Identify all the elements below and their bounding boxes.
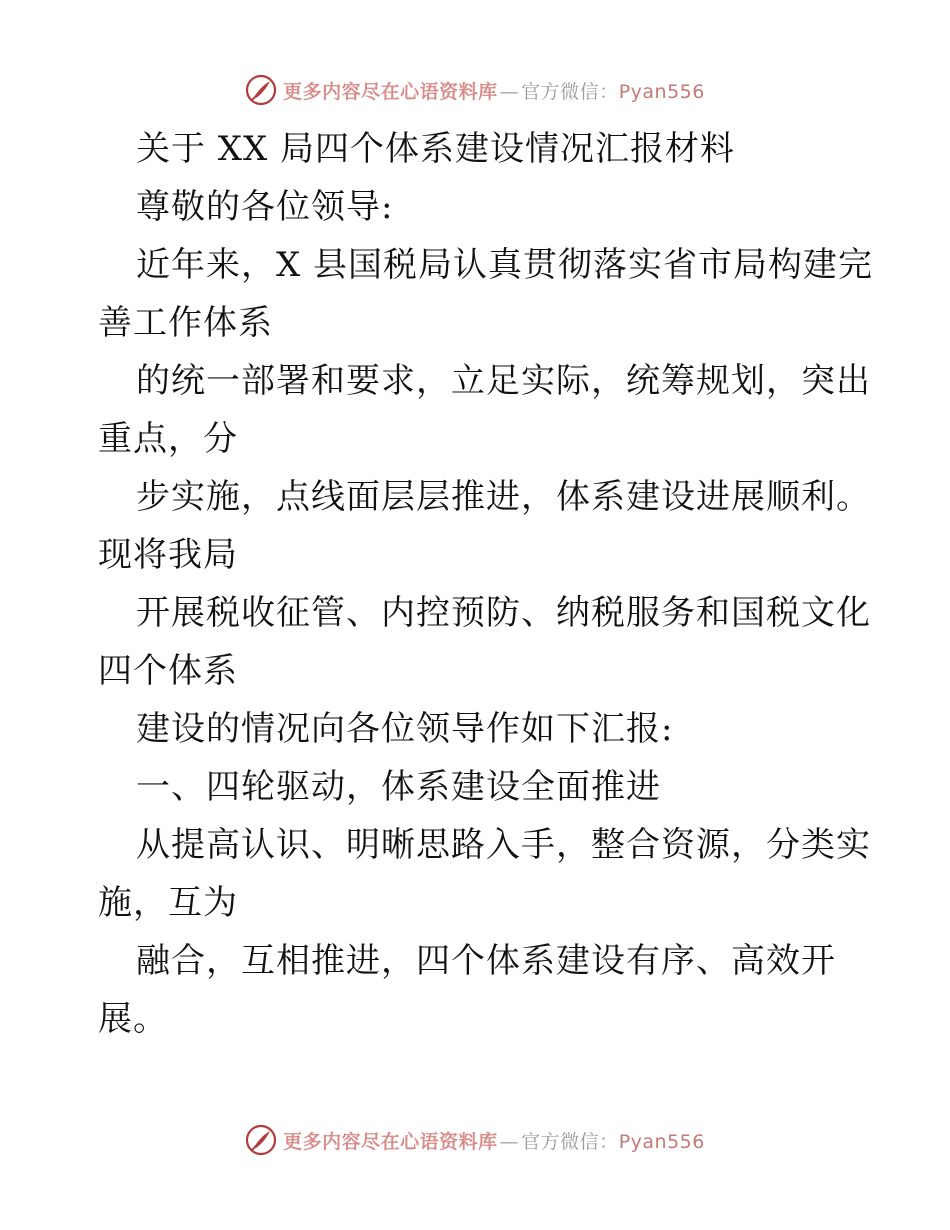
watermark-wechat-id: Pyan556 (618, 80, 705, 103)
footer-watermark (0, 1120, 950, 1160)
paragraph-line: 善工作体系 (98, 303, 273, 343)
paragraph-line: 关于 XX 局四个体系建设情况汇报材料 (136, 129, 736, 169)
watermark-brand: 更多内容尽在心语资料库 (283, 1130, 498, 1153)
paragraph-line: 建设的情况向各位领导作如下汇报: (136, 709, 674, 749)
paragraph-line: 现将我局 (98, 535, 238, 575)
paragraph-line: 近年来，X 县国税局认真贯彻落实省市局构建完 (136, 245, 874, 285)
watermark-group (245, 1124, 705, 1156)
paragraph-line: 一、四轮驱动，体系建设全面推进 (136, 767, 661, 807)
watermark-wechat-id: Pyan556 (618, 1130, 705, 1153)
paragraph-line: 的统一部署和要求，立足实际，统筹规划，突出 (136, 361, 871, 401)
header-watermark (0, 70, 950, 110)
watermark-wechat-label: 官方微信： (521, 80, 619, 103)
paragraph-line: 展。 (98, 999, 168, 1039)
document-body (98, 120, 874, 1048)
watermark-text (283, 1127, 705, 1154)
watermark-dash: — (499, 1130, 520, 1153)
quill-logo-icon (245, 1124, 277, 1156)
watermark-text (283, 77, 705, 104)
paragraph-line: 重点，分 (98, 419, 238, 459)
watermark-group (245, 74, 705, 106)
paragraph-line: 从提高认识、明晰思路入手，整合资源，分类实 (136, 825, 871, 865)
paragraph-line: 融合，互相推进，四个体系建设有序、高效开 (136, 941, 836, 981)
watermark-dash: — (499, 80, 520, 103)
paragraph-line: 施，互为 (98, 883, 238, 923)
quill-logo-icon (245, 74, 277, 106)
paragraph-line: 步实施，点线面层层推进，体系建设进展顺利。 (136, 477, 871, 517)
paragraph-line: 开展税收征管、内控预防、纳税服务和国税文化 (136, 593, 871, 633)
watermark-wechat-label: 官方微信： (521, 1130, 619, 1153)
paragraph-line: 尊敬的各位领导: (136, 187, 394, 227)
watermark-brand: 更多内容尽在心语资料库 (283, 80, 498, 103)
paragraph-line: 四个体系 (98, 651, 238, 691)
